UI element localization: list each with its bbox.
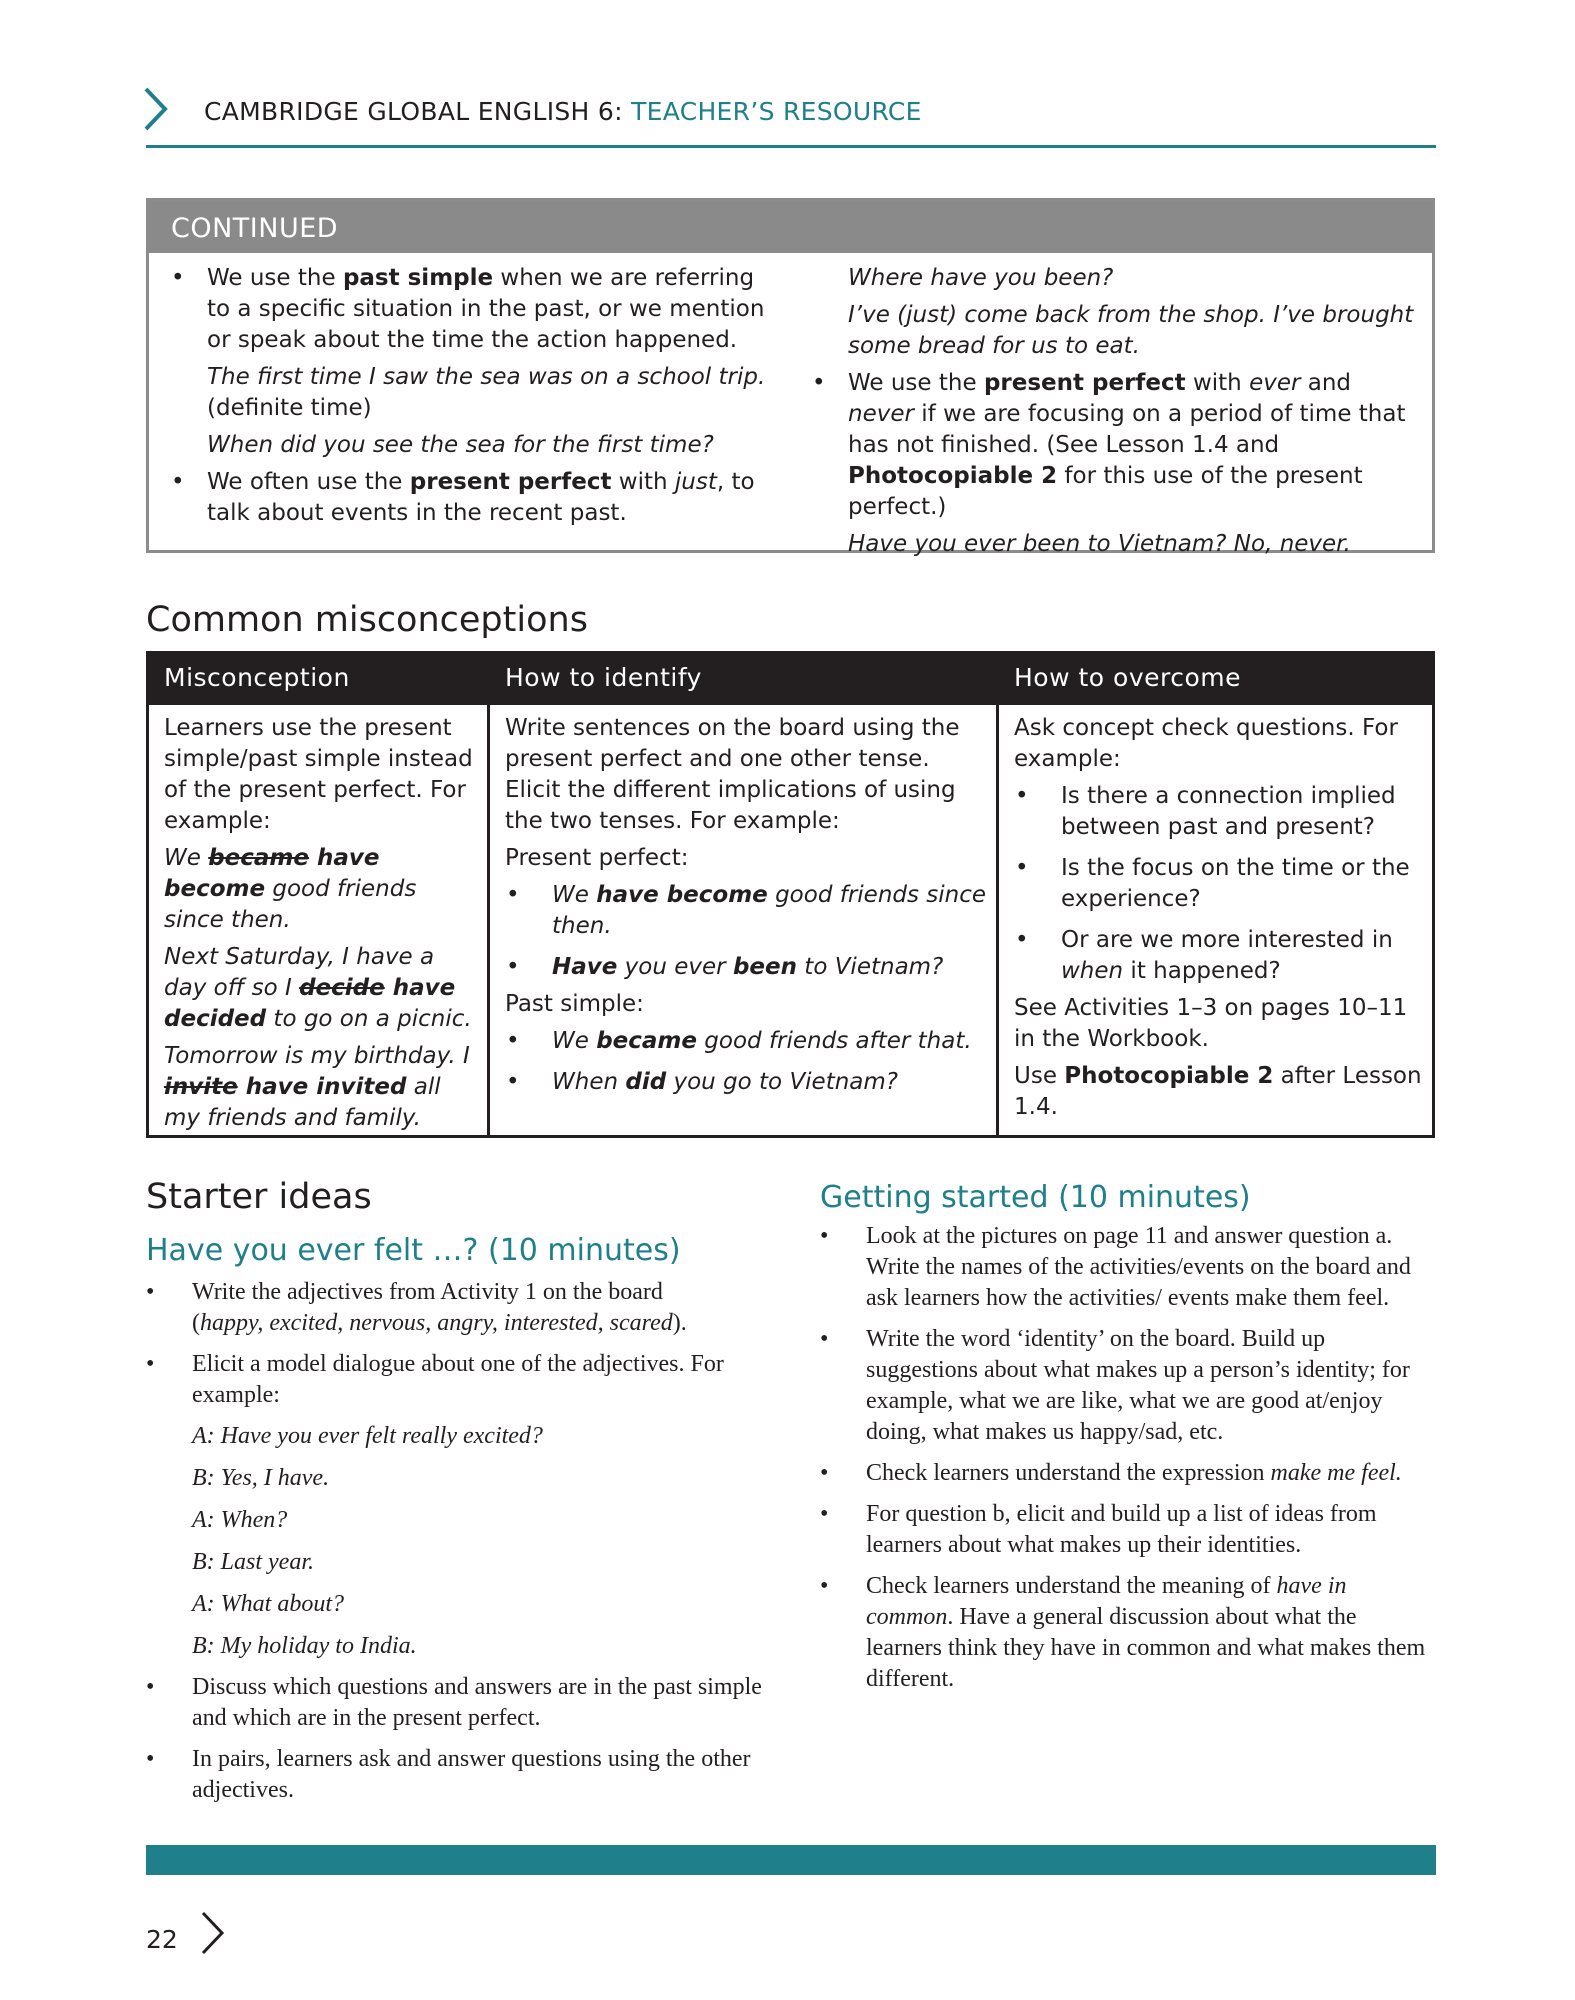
- list-item: • In pairs, learners ask and answer questions using the other adjectives.: [192, 1744, 767, 1806]
- list-item: • We use the present perfect with ever and never if we are focusing on a period of time that has not finished. (See Lesson 1.4 and Photocopiable 2 for this use of the present perfect.): [848, 368, 1414, 523]
- list-item: • Look at the pictures on page 11 and answer question a. Write the names of the activities/events on the board and ask learners how the activities/ events make them feel.: [866, 1221, 1434, 1314]
- chevron-right-icon: [200, 1910, 226, 1956]
- running-header: [204, 97, 922, 126]
- list-item: • We use the past simple when we are referring to a specific situation in the past, or we mention or speak about the time the action happened.: [207, 263, 767, 356]
- dialogue-line: B: Yes, I have.: [192, 1465, 330, 1491]
- column-divider: [487, 705, 490, 1138]
- list-item: • Write the word ‘identity’ on the board. Build up suggestions about what makes up a person’s identity; for example, what we are like, what we are good at/enjoy doing, what makes us happy/sad, etc.: [866, 1324, 1434, 1448]
- list-item: • Discuss which questions and answers are in the past simple and which are in the present perfect.: [192, 1672, 767, 1734]
- continued-left-column: [207, 263, 767, 529]
- cell-text: Ask concept check questions. For example:: [1014, 715, 1398, 772]
- example-sentence: Have you ever been to Vietnam? No, never.: [848, 531, 1351, 557]
- cell-text: Learners use the present simple/past simple instead of the present perfect. For example:: [164, 715, 473, 834]
- column-header: How to overcome: [1014, 663, 1242, 692]
- section-heading: Common misconceptions: [146, 600, 588, 640]
- activity-heading: Have you ever felt …? (10 minutes): [146, 1233, 681, 1268]
- list-item: • Check learners understand the expression make me feel.: [866, 1458, 1434, 1489]
- table-cell-overcome: [1014, 713, 1424, 1123]
- cell-text: See Activities 1–3 on pages 10–11 in the Workbook.: [1014, 995, 1408, 1052]
- starter-list: [192, 1277, 767, 1806]
- misconceptions-table: [146, 651, 1435, 1138]
- list-item: • We often use the present perfect with just, to talk about events in the recent past.: [207, 467, 767, 529]
- section-heading: Starter ideas: [146, 1177, 372, 1217]
- header-resource-title: TEACHER’S RESOURCE: [631, 97, 922, 126]
- list-item: • Or are we more interested in when it happened?: [1061, 925, 1424, 987]
- list-item: • Is the focus on the time or the experience?: [1061, 853, 1424, 915]
- footer-bar: [146, 1845, 1436, 1875]
- dialogue-line: B: Last year.: [192, 1549, 314, 1575]
- cell-text: Use Photocopiable 2 after Lesson 1.4.: [1014, 1063, 1422, 1120]
- cell-label: Present perfect:: [505, 845, 689, 871]
- column-header: Misconception: [164, 663, 350, 692]
- continued-label: CONTINUED: [149, 201, 1432, 253]
- example-sentence: When did you see the sea for the first time?: [207, 432, 714, 458]
- dialogue-line: A: When?: [192, 1507, 288, 1533]
- example-sentence: The first time I saw the sea was on a school trip. (definite time): [207, 364, 766, 421]
- list-item: • For question b, elicit and build up a list of ideas from learners about what makes up their identities.: [866, 1499, 1434, 1561]
- cell-label: Past simple:: [505, 991, 644, 1017]
- header-book-title: CAMBRIDGE GLOBAL ENGLISH 6:: [204, 97, 632, 126]
- header-rule: [146, 145, 1436, 148]
- chevron-right-icon: [143, 86, 169, 132]
- dialogue-line: B: My holiday to India.: [192, 1633, 417, 1659]
- getting-started-list: [866, 1221, 1434, 1695]
- list-item: • Write the adjectives from Activity 1 on the board (happy, excited, nervous, angry, interested, scared).: [192, 1277, 767, 1339]
- cell-text: Write sentences on the board using the present perfect and one other tense. Elicit the different implications of using the two tenses. For example:: [505, 715, 960, 834]
- list-item: • We became good friends after that.: [552, 1026, 990, 1057]
- list-item: • We have become good friends since then.: [552, 880, 990, 942]
- column-divider: [996, 705, 999, 1138]
- activity-heading: Getting started (10 minutes): [820, 1180, 1251, 1215]
- table-cell-misconception: [164, 713, 480, 1134]
- table-cell-identify: [505, 713, 990, 1098]
- page-number: 22: [146, 1925, 178, 1954]
- list-item: • Check learners understand the meaning of have in common. Have a general discussion about what the learners think they have in common and what makes them different.: [866, 1571, 1434, 1695]
- list-item: • When did you go to Vietnam?: [552, 1067, 990, 1098]
- continued-box: [146, 198, 1435, 557]
- example-sentence: Where have you been?: [848, 265, 1114, 291]
- list-item: • Is there a connection implied between past and present?: [1061, 781, 1424, 843]
- table-header-row: [149, 654, 1432, 705]
- continued-right-column: [848, 263, 1414, 560]
- example-sentence: I’ve (just) come back from the shop. I’ve brought some bread for us to eat.: [848, 302, 1414, 359]
- list-item: • Elicit a model dialogue about one of the adjectives. For example:: [192, 1349, 767, 1411]
- example-sentence: Tomorrow is my birthday. I invite have invited all my friends and family.: [164, 1043, 470, 1131]
- dialogue-line: A: What about?: [192, 1591, 344, 1617]
- dialogue-line: A: Have you ever felt really excited?: [192, 1423, 543, 1449]
- example-sentence: We became have become good friends since then.: [164, 845, 417, 933]
- example-sentence: Next Saturday, I have a day off so I decide have decided to go on a picnic.: [164, 944, 472, 1032]
- column-header: How to identify: [505, 663, 702, 692]
- list-item: • Have you ever been to Vietnam?: [552, 952, 990, 983]
